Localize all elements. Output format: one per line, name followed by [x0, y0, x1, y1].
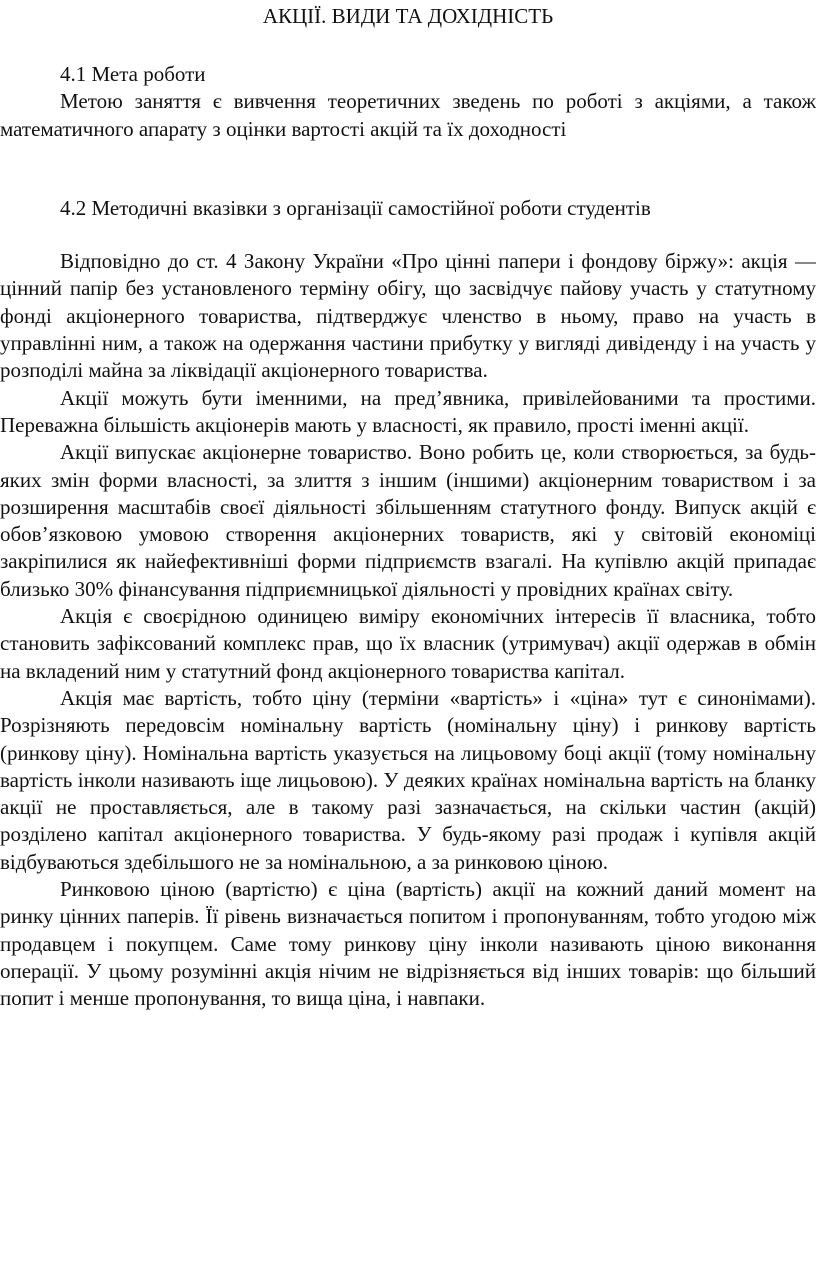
paragraph-types: Акції можуть бути іменними, на пред’явника, привілейованими та простими. Переважна більшість акціонерів мають у власності, як правило, прості іменні акції. — [0, 385, 816, 437]
spacer — [0, 222, 816, 248]
paragraph-interests: Акція є своєрідною одиницею виміру економічних інтересів її власника, тобто становить зафіксований комплекс прав, що їх власник (утримувач) акції одержав в обмін на вкладений ним у статутний фонд акціонерного товариства капітал. — [0, 604, 816, 683]
section-heading-goal: 4.1 Мета роботи — [60, 62, 206, 86]
paragraph-value: Акція має вартість, тобто ціну (терміни «вартість» і «ціна» тут є синонімами). Розрізняють передовсім номінальну вартість (номінальну ціну) і ринкову вартість (ринкову ціну). Номінальна вартість указується на лицьовому боці акції (тому номінальну вартість інколи називають іще лицьовою). У деяких країнах номінальна вартість на бланку акції не проставляється, але в такому разі зазначається, на скільки частин (акцій) розділено капітал акціонерного товариства. У будь-якому разі продаж і купівля акцій відбуваються здебільшого не за номінальною, а за ринковою ціною. — [0, 685, 816, 874]
page-title: АКЦІЇ. ВИДИ ТА ДОХІДНІСТЬ — [262, 4, 554, 28]
spacer — [0, 143, 816, 195]
spacer — [0, 30, 816, 61]
goal-paragraph: Метою заняття є вивчення теоретичних зведень по роботі з акціями, а також математичного апарату з оцінки вартості акцій та їх доходності — [0, 89, 816, 141]
section-heading-guidelines: 4.2 Методичні вказівки з організації самостійної роботи студентів — [60, 195, 651, 220]
paragraph-definition: Відповідно до ст. 4 Закону України «Про цінні папери і фондову біржу»: акція — цінний папір без установленого терміну обігу, що засвідчує пайову участь у статутному фонді акціонерного товариства, підтверджує членство в ньому, право на участь в управлінні ним, а також на одержання частини прибутку у вигляді дивіденду і на участь у розподілі майна за ліквідації акціонерного товариства. — [0, 249, 816, 383]
paragraph-issuance: Акції випускає акціонерне товариство. Воно робить це, коли створюється, за будь-яких змін форми власності, за злиття з іншим (іншими) акціонерним товариством і за розширення масштабів своєї діяльності збільшенням статутного фонду. Випуск акцій є обов’язковою умовою створення акціонерних товариств, які у світовій економіці закріпилися як найефективніші форми підприємств взагалі. На купівлю акцій припадає близько 30% фінансування підприємницької діяльності у провідних країнах світу. — [0, 440, 816, 601]
paragraph-market-price: Ринковою ціною (вартістю) є ціна (вартість) акції на кожний даний момент на ринку цінних паперів. Її рівень визначається попитом і пропонуванням, тобто угодою між продавцем і покупцем. Саме тому ринкову ціну інколи називають ціною виконання операції. У цьому розумінні акція нічим не відрізняється від інших товарів: що більший попит і менше пропонування, то вища ціна, і навпаки. — [0, 877, 816, 1011]
